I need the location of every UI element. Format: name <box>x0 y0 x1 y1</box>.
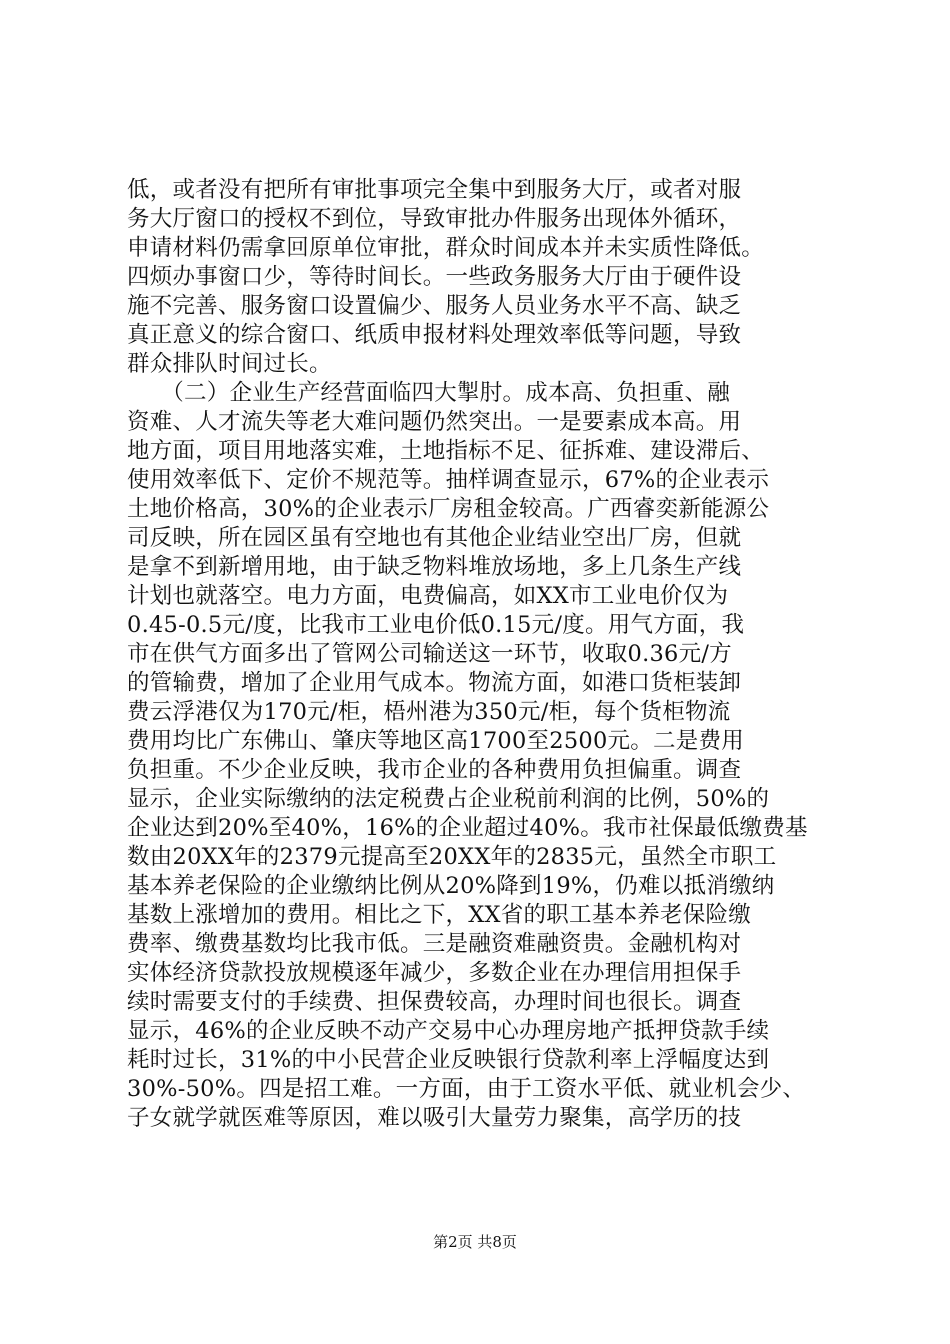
text-line: 计划也就落空。电力方面，电费偏高，如XX市工业电价仅为 <box>127 583 729 609</box>
text-line: 申请材料仍需拿回原单位审批，群众时间成本并未实质性降低。 <box>127 235 765 261</box>
text-line: 耗时过长，31%的中小民营企业反映银行贷款利率上浮幅度达到 <box>127 1047 770 1073</box>
text-line: 数由20XX年的2379元提高至20XX年的2835元，虽然全市职工 <box>127 844 777 870</box>
text-line: 四烦办事窗口少，等待时间长。一些政务服务大厅由于硬件设 <box>127 264 742 290</box>
text-line: 显示，46%的企业反映不动产交易中心办理房地产抵押贷款手续 <box>127 1018 770 1044</box>
text-line: 地方面，项目用地落实难，土地指标不足、征拆难、建设滞后、 <box>127 438 765 464</box>
text-line: 低，或者没有把所有审批事项完全集中到服务大厅，或者对服 <box>127 177 742 203</box>
text-line: 费率、缴费基数均比我市低。三是融资难融资贵。金融机构对 <box>127 931 742 957</box>
text-line: 费云浮港仅为170元/柜，梧州港为350元/柜，每个货柜物流 <box>127 699 731 725</box>
text-line: 司反映，所在园区虽有空地也有其他企业结业空出厂房，但就 <box>127 525 742 551</box>
text-line: 负担重。不少企业反映，我市企业的各种费用负担偏重。调查 <box>127 757 742 783</box>
text-line: 实体经济贷款投放规模逐年减少，多数企业在办理信用担保手 <box>127 960 742 986</box>
text-line: 基本养老保险的企业缴纳比例从20%降到19%，仍难以抵消缴纳 <box>127 873 775 899</box>
text-line: 0.45-0.5元/度，比我市工业电价低0.15元/度。用气方面，我 <box>127 612 745 638</box>
text-line: 务大厅窗口的授权不到位，导致审批办件服务出现体外循环， <box>127 206 742 232</box>
text-line: 基数上涨增加的费用。相比之下，XX省的职工基本养老保险缴 <box>127 902 752 928</box>
text-line: 子女就学就医难等原因，难以吸引大量劳力聚集，高学历的技 <box>127 1105 742 1131</box>
text-line: 真正意义的综合窗口、纸质申报材料处理效率低等问题，导致 <box>127 322 742 348</box>
text-line: （二）企业生产经营面临四大掣肘。成本高、负担重、融 <box>127 380 731 406</box>
text-line: 土地价格高，30%的企业表示厂房租金较高。广西睿奕新能源公 <box>127 496 770 522</box>
text-line: 的管输费，增加了企业用气成本。物流方面，如港口货柜装卸 <box>127 670 742 696</box>
text-line: 施不完善、服务窗口设置偏少、服务人员业务水平不高、缺乏 <box>127 293 742 319</box>
text-line: 30%-50%。四是招工难。一方面，由于工资水平低、就业机会少、 <box>127 1076 806 1102</box>
body-text <box>127 176 837 1133</box>
text-line: 使用效率低下、定价不规范等。抽样调查显示，67%的企业表示 <box>127 467 770 493</box>
text-line: 显示，企业实际缴纳的法定税费占企业税前利润的比例，50%的 <box>127 786 770 812</box>
text-line: 续时需要支付的手续费、担保费较高，办理时间也很长。调查 <box>127 989 742 1015</box>
text-line: 市在供气方面多出了管网公司输送这一环节，收取0.36元/方 <box>127 641 732 667</box>
text-line: 资难、人才流失等老大难问题仍然突出。一是要素成本高。用 <box>127 409 742 435</box>
text-line: 是拿不到新增用地，由于缺乏物料堆放场地，多上几条生产线 <box>127 554 742 580</box>
page-footer: 第2页 共8页 <box>433 1233 517 1251</box>
text-line: 企业达到20%至40%，16%的企业超过40%。我市社保最低缴费基 <box>127 815 808 841</box>
text-line: 费用均比广东佛山、肇庆等地区高1700至2500元。二是费用 <box>127 728 745 754</box>
text-line: 群众排队时间过长。 <box>127 351 332 377</box>
